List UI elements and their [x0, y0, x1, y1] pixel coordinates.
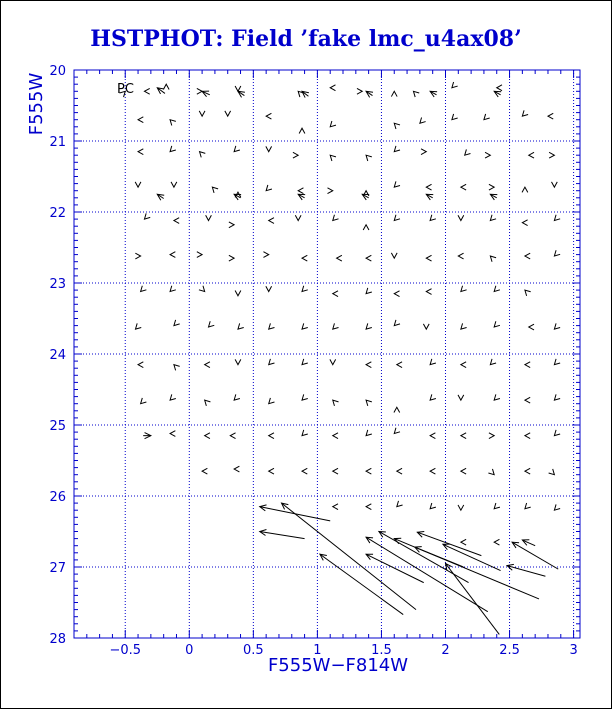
chevron-41 — [212, 187, 218, 193]
chevron-30 — [293, 152, 298, 158]
chevron-69 — [197, 252, 202, 258]
chevron-130 — [394, 407, 400, 412]
vector-7 — [157, 194, 164, 200]
vector-25 — [445, 563, 499, 634]
chevron-161 — [333, 504, 338, 510]
vector-17 — [320, 554, 403, 614]
chevron-170 — [494, 539, 499, 545]
chevron-2 — [163, 84, 169, 89]
chevron-70 — [229, 255, 234, 261]
chevron-120 — [525, 362, 530, 368]
chevron-9 — [391, 91, 397, 96]
chevron-110 — [205, 362, 210, 368]
chevron-106 — [529, 324, 534, 330]
chevron-131 — [430, 394, 436, 400]
chevron-64 — [490, 215, 496, 221]
x-tick-label: 0 — [185, 643, 194, 658]
chevron-23 — [522, 110, 528, 116]
chevron-88 — [366, 288, 372, 294]
chevron-22 — [484, 114, 490, 120]
vector-7-head — [157, 194, 164, 200]
chevron-31 — [330, 155, 336, 161]
chevron-123 — [170, 394, 176, 400]
chevron-43 — [266, 185, 272, 191]
vector-2-head — [238, 91, 245, 97]
chevron-140 — [302, 430, 308, 436]
chevron-59 — [333, 215, 339, 221]
chevron-159 — [525, 468, 530, 474]
chevron-109 — [174, 365, 180, 371]
chevron-158 — [488, 469, 494, 475]
chevron-81 — [141, 286, 147, 292]
chevron-157 — [461, 468, 466, 474]
vector-17-shaft — [320, 554, 403, 614]
chevron-90 — [426, 289, 431, 295]
chevron-148 — [554, 430, 560, 436]
chevron-149 — [202, 468, 207, 474]
y-tick-label: 26 — [49, 490, 66, 505]
chevron-13 — [138, 117, 143, 123]
chevron-86 — [302, 286, 308, 292]
chevron-46 — [363, 191, 369, 196]
chevron-7 — [330, 121, 336, 127]
chevron-111 — [235, 359, 241, 364]
chevron-6 — [330, 85, 335, 91]
chevron-71 — [263, 252, 268, 258]
chevron-151 — [269, 468, 274, 474]
chevron-63 — [458, 215, 464, 220]
chevron-54 — [174, 218, 179, 224]
chevron-37 — [529, 152, 534, 158]
chevron-34 — [421, 149, 426, 155]
chevron-25 — [138, 149, 143, 155]
chevron-97 — [238, 323, 244, 329]
chevron-84 — [235, 291, 241, 296]
vector-15 — [260, 529, 305, 538]
chevron-135 — [554, 394, 560, 400]
x-tick-label: 1.5 — [371, 643, 392, 658]
vector-16 — [282, 503, 417, 609]
vector-4-head — [366, 91, 373, 97]
vector-14 — [260, 505, 330, 521]
vector-11 — [426, 194, 433, 200]
chevron-163 — [397, 501, 403, 507]
y-tick-label: 27 — [49, 561, 66, 576]
chevron-3 — [197, 88, 202, 94]
chevron-169 — [461, 539, 466, 545]
chevron-76 — [426, 255, 431, 261]
chevron-52 — [552, 182, 558, 187]
chevron-48 — [426, 184, 431, 190]
chevron-80 — [554, 250, 560, 256]
chevron-51 — [522, 187, 528, 192]
chevron-11 — [452, 82, 458, 88]
x-tick-label: 2 — [441, 643, 450, 658]
chart-title: HSTPHOT: Field ’fake lmc_u4ax08’ — [90, 26, 522, 52]
chevron-102 — [394, 320, 400, 326]
chevron-65 — [522, 220, 527, 226]
vector-4 — [366, 91, 373, 97]
vector-19-shaft — [366, 554, 424, 582]
chevron-15 — [199, 111, 205, 116]
chevron-144 — [430, 433, 435, 439]
chevron-107 — [554, 323, 560, 329]
chevron-147 — [525, 433, 530, 439]
vector-19 — [366, 554, 424, 582]
grid-lines — [74, 70, 580, 638]
chevron-35 — [465, 149, 471, 155]
chevron-36 — [485, 152, 490, 158]
chevron-74 — [366, 255, 371, 261]
chevron-92 — [494, 286, 500, 292]
chevron-95 — [174, 320, 180, 326]
chevron-128 — [333, 400, 339, 406]
chevron-114 — [330, 359, 336, 364]
vector-25-shaft — [445, 563, 499, 634]
chevron-24 — [548, 113, 553, 119]
vector-22 — [415, 547, 464, 567]
chevron-168 — [554, 504, 560, 510]
chevron-68 — [170, 252, 175, 258]
chevron-56 — [229, 222, 234, 228]
chevron-138 — [230, 433, 235, 439]
chevron-100 — [333, 323, 339, 329]
y-tick-label: 20 — [49, 64, 66, 79]
chevron-39 — [135, 182, 141, 187]
chevron-47 — [394, 181, 400, 187]
chevron-75 — [391, 253, 397, 258]
vector-6 — [494, 91, 501, 97]
chevron-16 — [225, 111, 231, 116]
chevron-50 — [489, 184, 494, 190]
chevron-79 — [525, 253, 530, 259]
chevron-57 — [269, 218, 274, 224]
chevron-40 — [171, 182, 177, 187]
chevron-118 — [461, 362, 466, 368]
chevron-166 — [494, 503, 500, 509]
chevron-126 — [269, 398, 275, 404]
chevron-124 — [205, 400, 211, 406]
vector-9 — [298, 194, 305, 200]
chevron-44 — [298, 188, 303, 194]
annotation-pc: PC — [117, 82, 134, 97]
chevron-121 — [554, 359, 560, 365]
chevron-18 — [299, 128, 305, 133]
chevron-26 — [170, 146, 176, 152]
vector-27-shaft — [512, 542, 558, 569]
chevron-77 — [458, 253, 463, 259]
chevron-141 — [333, 433, 338, 439]
vector-16-shaft — [282, 503, 417, 609]
chevron-98 — [269, 323, 275, 329]
x-tick-label: 2.5 — [499, 643, 520, 658]
chevron-132 — [458, 395, 464, 400]
chevron-164 — [430, 503, 436, 509]
chevron-32 — [366, 155, 372, 161]
chevron-122 — [141, 398, 147, 404]
chevron-143 — [394, 428, 400, 434]
chevron-17 — [266, 113, 271, 119]
vector-12 — [490, 194, 497, 200]
chevron-134 — [525, 397, 530, 403]
y-tick-label: 21 — [49, 135, 66, 150]
chevron-145 — [461, 433, 466, 439]
chevron-93 — [525, 290, 531, 296]
vector-27 — [512, 542, 558, 569]
chevron-67 — [135, 253, 140, 259]
chevron-129 — [366, 400, 372, 406]
chevron-108 — [138, 362, 143, 368]
chevron-72 — [302, 255, 307, 261]
chevron-99 — [302, 323, 308, 329]
chevron-139 — [269, 433, 274, 439]
vector-13 — [143, 433, 151, 439]
chevron-27 — [200, 152, 206, 158]
chevron-83 — [199, 286, 205, 292]
x-tick-label: −0.5 — [109, 643, 142, 658]
chevron-112 — [269, 359, 275, 365]
x-tick-label: 0.5 — [242, 643, 264, 658]
chevron-78 — [490, 256, 496, 262]
chevron-21 — [452, 114, 458, 120]
x-tick-label: 3 — [569, 643, 578, 658]
y-tick-label: 24 — [49, 348, 66, 363]
chevron-155 — [397, 468, 402, 474]
vector-28 — [522, 540, 535, 546]
chevron-58 — [295, 215, 301, 220]
vector-15-shaft — [260, 532, 305, 539]
chevron-33 — [394, 146, 400, 152]
chevron-87 — [333, 291, 338, 297]
chevron-150 — [234, 466, 239, 472]
chevron-113 — [302, 359, 308, 365]
chevron-116 — [397, 362, 402, 368]
chevron-115 — [366, 362, 371, 368]
chevron-82 — [170, 286, 176, 292]
vector-26 — [507, 564, 545, 576]
chevron-136 — [170, 431, 175, 437]
chevron-38 — [549, 152, 554, 158]
ticks — [49, 64, 580, 658]
chevron-167 — [525, 503, 531, 509]
chevron-66 — [554, 215, 560, 221]
chevron-152 — [302, 468, 307, 474]
chevron-53 — [144, 213, 150, 219]
chevron-28 — [234, 146, 240, 152]
chevron-156 — [430, 468, 435, 474]
chevron-103 — [423, 324, 429, 329]
chevron-8 — [357, 88, 362, 94]
chevron-60 — [363, 225, 369, 230]
chevron-117 — [430, 359, 436, 365]
vector-18-head — [366, 537, 373, 543]
x-axis-label: F555W−F814W — [267, 655, 409, 676]
chevron-49 — [461, 184, 466, 190]
chevron-105 — [494, 321, 500, 327]
chevron-61 — [394, 215, 400, 221]
chevron-119 — [490, 359, 496, 365]
chevron-104 — [461, 323, 467, 329]
vector-marks — [119, 82, 560, 634]
chevron-20 — [420, 117, 426, 123]
y-axis-label: F555W — [26, 72, 47, 136]
chevron-29 — [266, 146, 272, 151]
chevron-154 — [366, 468, 371, 474]
chevron-165 — [458, 505, 464, 510]
chevron-91 — [461, 286, 467, 292]
y-tick-label: 28 — [49, 632, 66, 647]
chevron-146 — [489, 433, 494, 439]
chevron-4 — [235, 86, 241, 91]
chevron-73 — [337, 255, 342, 261]
vector-20-shaft — [379, 532, 469, 583]
y-tick-label: 22 — [49, 206, 66, 221]
chevron-94 — [135, 323, 141, 329]
x-tick-label: 1 — [313, 643, 322, 658]
chevron-101 — [366, 323, 372, 329]
y-tick-label: 23 — [49, 277, 66, 292]
chevron-96 — [209, 321, 215, 327]
chevron-127 — [302, 394, 308, 400]
chevron-133 — [494, 394, 500, 400]
chevron-125 — [234, 394, 240, 400]
vector-1 — [202, 91, 210, 97]
chevron-85 — [266, 286, 272, 291]
chevron-55 — [206, 215, 212, 220]
vector-20 — [379, 532, 469, 583]
chevron-14 — [170, 120, 176, 126]
chevron-19 — [394, 123, 400, 129]
vector-5 — [430, 91, 437, 97]
chevron-160 — [549, 469, 555, 475]
chevron-162 — [366, 504, 371, 510]
chevron-12 — [497, 85, 502, 91]
chevron-137 — [205, 433, 210, 439]
chevron-10 — [413, 91, 419, 97]
chevron-142 — [366, 430, 372, 436]
chevron-45 — [327, 188, 332, 194]
chevron-89 — [394, 291, 399, 297]
y-tick-label: 25 — [49, 419, 66, 434]
chevron-1 — [144, 88, 149, 94]
chevron-62 — [430, 215, 436, 221]
vector-2 — [238, 91, 245, 97]
chevron-153 — [333, 468, 338, 474]
